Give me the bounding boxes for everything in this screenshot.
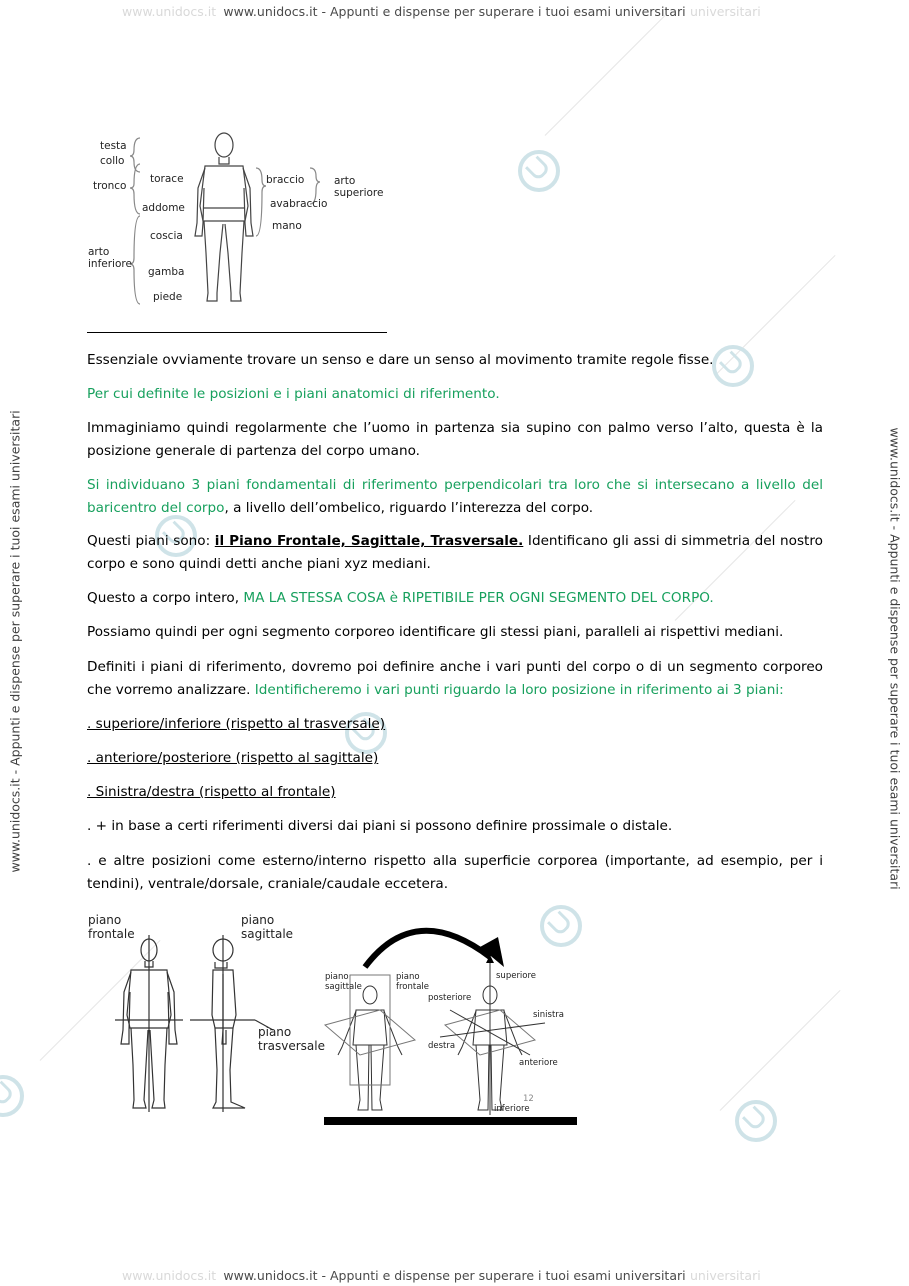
- header-text: www.unidocs.it - Appunti e dispense per superare i tuoi esami universitari: [223, 4, 686, 19]
- paragraph-5: [87, 530, 823, 575]
- list-item: . e altre posizioni come esterno/interno rispetto alla superficie corporea (importante, ad esempio, per i tendini), ventrale/dorsale, craniale/caudale eccetera.: [87, 853, 823, 892]
- page-footer: [0, 1268, 909, 1283]
- label-piano-trasversale: piano trasversale: [258, 1025, 325, 1053]
- paragraph-8: [87, 656, 823, 701]
- paragraph-1: Essenziale ovviamente trovare un senso e dare un senso al movimento tramite regole fisse.: [87, 352, 714, 368]
- paragraph-4-rest: , a livello dell’ombelico, riguardo l’interezza del corpo.: [224, 499, 594, 516]
- label-arto-inferiore: arto inferiore: [88, 246, 132, 270]
- planes-figure-left: [105, 930, 335, 1115]
- label-braccio: braccio: [266, 174, 305, 186]
- label-addome: addome: [142, 202, 185, 214]
- side-watermark-right: www.unidocs.it - Appunti e dispense per superare i tuoi esami universitari: [887, 427, 903, 890]
- header-ghost-right: universitari: [690, 4, 761, 19]
- label-collo: collo: [100, 155, 125, 167]
- label-coscia: coscia: [150, 230, 183, 242]
- paragraph-7: Possiamo quindi per ogni segmento corporeo identificare gli stessi piani, paralleli ai rispettivi mediani.: [87, 624, 784, 640]
- label-inferiore: inferiore: [494, 1104, 530, 1114]
- paragraph-5-a: Questi piani sono:: [87, 533, 215, 549]
- paragraph-8-green: Identificheremo i vari punti riguardo la loro posizione in riferimento ai 3 piani:: [254, 681, 784, 698]
- watermark-logo-icon: [0, 1066, 33, 1125]
- section-divider: [87, 332, 387, 333]
- planes-names: il Piano Frontale, Sagittale, Trasversale.: [214, 533, 524, 549]
- paragraph-8-a: Definiti i piani di riferimento, dovremo poi definire anche i vari punti del corpo o di un segmento corporeo che vorremo analizzare.: [87, 659, 823, 698]
- label-torace: torace: [150, 173, 184, 185]
- label-s-piano-frontale: piano frontale: [396, 972, 430, 992]
- label-sinistra: sinistra: [533, 1010, 565, 1020]
- label-tronco: tronco: [93, 180, 127, 192]
- watermark-line: [545, 15, 666, 136]
- paragraph-4-green: Si individuano 3 piani fondamentali di riferimento perpendicolari tra loro che si intersecano a livello del baricentro del corpo: [87, 477, 823, 516]
- footer-ghost-right: universitari: [690, 1268, 761, 1283]
- footer-ghost-left: www.unidocs.it: [122, 1268, 217, 1283]
- paragraph-2: Per cui definite le posizioni e i piani anatomici di riferimento.: [87, 386, 500, 402]
- footer-text: www.unidocs.it - Appunti e dispense per superare i tuoi esami universitari: [223, 1268, 686, 1283]
- body-parts-figure: [80, 128, 400, 313]
- planes-figure-right: [320, 915, 580, 1130]
- paragraph-5-c: Identificano gli assi di simmetria del nostro corpo e sono quindi detti anche piani xyz mediani.: [87, 533, 823, 572]
- list-item: . + in base a certi riferimenti diversi dai piani si possono definire prossimale o distale.: [87, 818, 673, 834]
- label-anteriore: anteriore: [519, 1058, 558, 1068]
- watermark-line: [720, 990, 841, 1111]
- page-header: [0, 4, 909, 19]
- label-piano-frontale: piano frontale: [88, 913, 135, 941]
- list-item: . superiore/inferiore (rispetto al trasversale): [87, 716, 386, 732]
- label-mano: mano: [272, 220, 302, 232]
- paragraph-4: [87, 474, 823, 519]
- label-gamba: gamba: [148, 266, 185, 278]
- paragraph-6: [87, 587, 823, 610]
- watermark-logo-icon: [726, 1091, 785, 1150]
- label-destra: destra: [428, 1041, 456, 1051]
- label-arto-superiore: arto superiore: [334, 175, 384, 199]
- paragraph-3: Immaginiamo quindi regolarmente che l’uomo in partenza sia supino con palmo verso l’alto, questa è la posizione generale di partenza del corpo umano.: [87, 420, 823, 459]
- side-watermark-left: www.unidocs.it - Appunti e dispense per superare i tuoi esami universitari: [7, 410, 23, 873]
- list-item: . Sinistra/destra (rispetto al frontale): [87, 784, 336, 800]
- watermark-logo-icon: [509, 141, 568, 200]
- paragraph-6-a: Questo a corpo intero,: [87, 590, 244, 606]
- label-superiore: superiore: [496, 971, 537, 981]
- label-avambraccio: avabraccio: [270, 198, 328, 210]
- page-number: 12: [523, 1094, 534, 1104]
- list-item: . anteriore/posteriore (rispetto al sagittale): [87, 750, 379, 766]
- label-piede: piede: [153, 291, 183, 303]
- paragraph-6-green: MA LA STESSA COSA è RIPETIBILE PER OGNI SEGMENTO DEL CORPO.: [243, 590, 714, 606]
- label-s-piano-sagittale: piano sagittale: [325, 972, 362, 992]
- label-piano-sagittale: piano sagittale: [241, 913, 294, 941]
- header-ghost-left: www.unidocs.it: [122, 4, 217, 19]
- label-testa: testa: [100, 140, 127, 152]
- label-posteriore: posteriore: [428, 993, 472, 1003]
